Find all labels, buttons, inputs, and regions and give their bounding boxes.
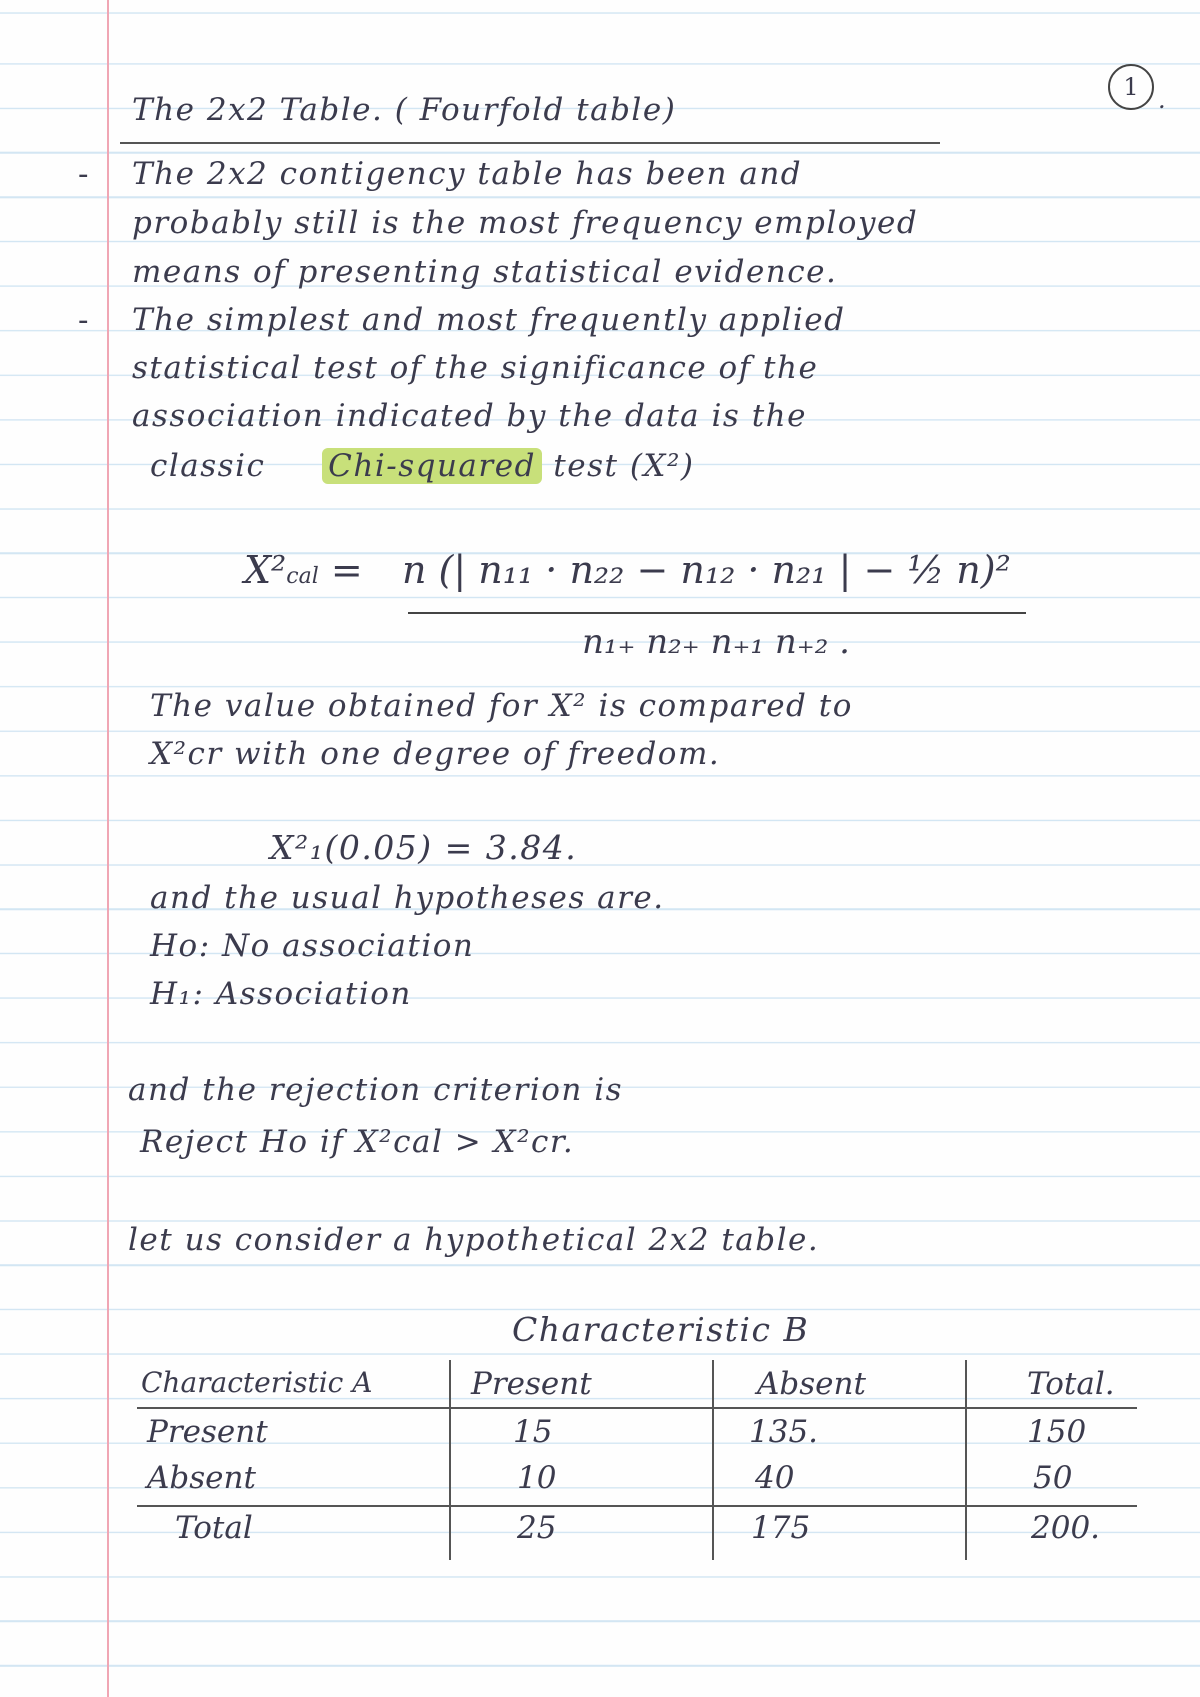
formula-denominator: n₁₊ n₂₊ n₊₁ n₊₂ .	[582, 622, 850, 662]
formula-numerator: n (| n₁₁ · n₂₂ − n₁₂ · n₂₁ | − ½ n)²	[402, 548, 1011, 592]
text-line: means of presenting statistical evidence.	[132, 254, 838, 290]
contingency-table	[137, 1360, 1137, 1560]
table-cell: 40	[755, 1460, 795, 1496]
highlighted-term: Chi-squared	[322, 448, 542, 484]
table-cell: 200.	[1031, 1510, 1101, 1546]
hypothesis-text: No association	[222, 928, 475, 964]
table-cell: 10	[517, 1460, 557, 1496]
hypothesis-label: H₁:	[150, 976, 205, 1012]
hypothesis-alternative	[150, 976, 412, 1012]
table-cell: 150	[1027, 1414, 1087, 1450]
text-line: The value obtained for X² is compared to	[150, 688, 853, 724]
table-caption: Characteristic B	[512, 1310, 810, 1349]
fraction-bar	[408, 612, 1026, 614]
text-line: The 2x2 contigency table has been and	[132, 156, 803, 192]
table-divider	[965, 1360, 967, 1560]
text-line: and the rejection criterion is	[128, 1072, 624, 1108]
table-header-cell: Present	[471, 1366, 592, 1402]
table-cell: Absent	[147, 1460, 256, 1496]
bullet-marker: -	[78, 302, 89, 338]
table-total-rule	[137, 1505, 1137, 1507]
hypothesis-null	[150, 928, 474, 964]
table-header-cell: Characteristic A	[141, 1366, 373, 1399]
formula-symbol: X²	[244, 548, 287, 592]
text-segment: test (X²)	[553, 448, 695, 484]
table-header-cell: Absent	[757, 1366, 866, 1402]
formula-lhs	[244, 548, 363, 592]
text-line: Reject Ho if X²cal > X²cr.	[140, 1124, 575, 1160]
table-cell: 175	[751, 1510, 811, 1546]
table-cell: Total	[175, 1510, 253, 1546]
table-cell: 15	[513, 1414, 553, 1450]
title-underline	[120, 142, 940, 144]
hypothesis-text: Association	[215, 976, 412, 1012]
table-header-cell: Total.	[1027, 1366, 1115, 1402]
text-line	[150, 448, 695, 484]
table-cell: Present	[147, 1414, 268, 1450]
text-segment: classic	[150, 448, 266, 484]
table-cell: 50	[1033, 1460, 1073, 1496]
text-line: association indicated by the data is the	[132, 398, 807, 434]
page-title: The 2x2 Table. ( Fourfold table)	[132, 92, 677, 128]
margin-line	[107, 0, 109, 1697]
formula-subscript: cal	[286, 564, 319, 589]
hypothesis-label: Ho:	[150, 928, 211, 964]
text-line: and the usual hypotheses are.	[150, 880, 665, 916]
table-divider	[449, 1360, 451, 1560]
text-line: let us consider a hypothetical 2x2 table.	[128, 1222, 820, 1258]
page-number: 1	[1108, 64, 1154, 110]
table-header-rule	[137, 1407, 1137, 1409]
text-line: The simplest and most frequently applied	[132, 302, 846, 338]
text-line: X²cr with one degree of freedom.	[150, 736, 721, 772]
table-cell: 25	[517, 1510, 557, 1546]
formula-equals: =	[330, 548, 363, 592]
critical-value: X²₁(0.05) = 3.84.	[270, 828, 578, 867]
text-line: statistical test of the significance of the	[132, 350, 819, 386]
text-line: probably still is the most frequency employed	[132, 205, 919, 241]
table-divider	[712, 1360, 714, 1560]
bullet-marker: -	[78, 156, 89, 192]
table-cell: 135.	[749, 1414, 819, 1450]
page-number-dot: .	[1158, 86, 1168, 114]
